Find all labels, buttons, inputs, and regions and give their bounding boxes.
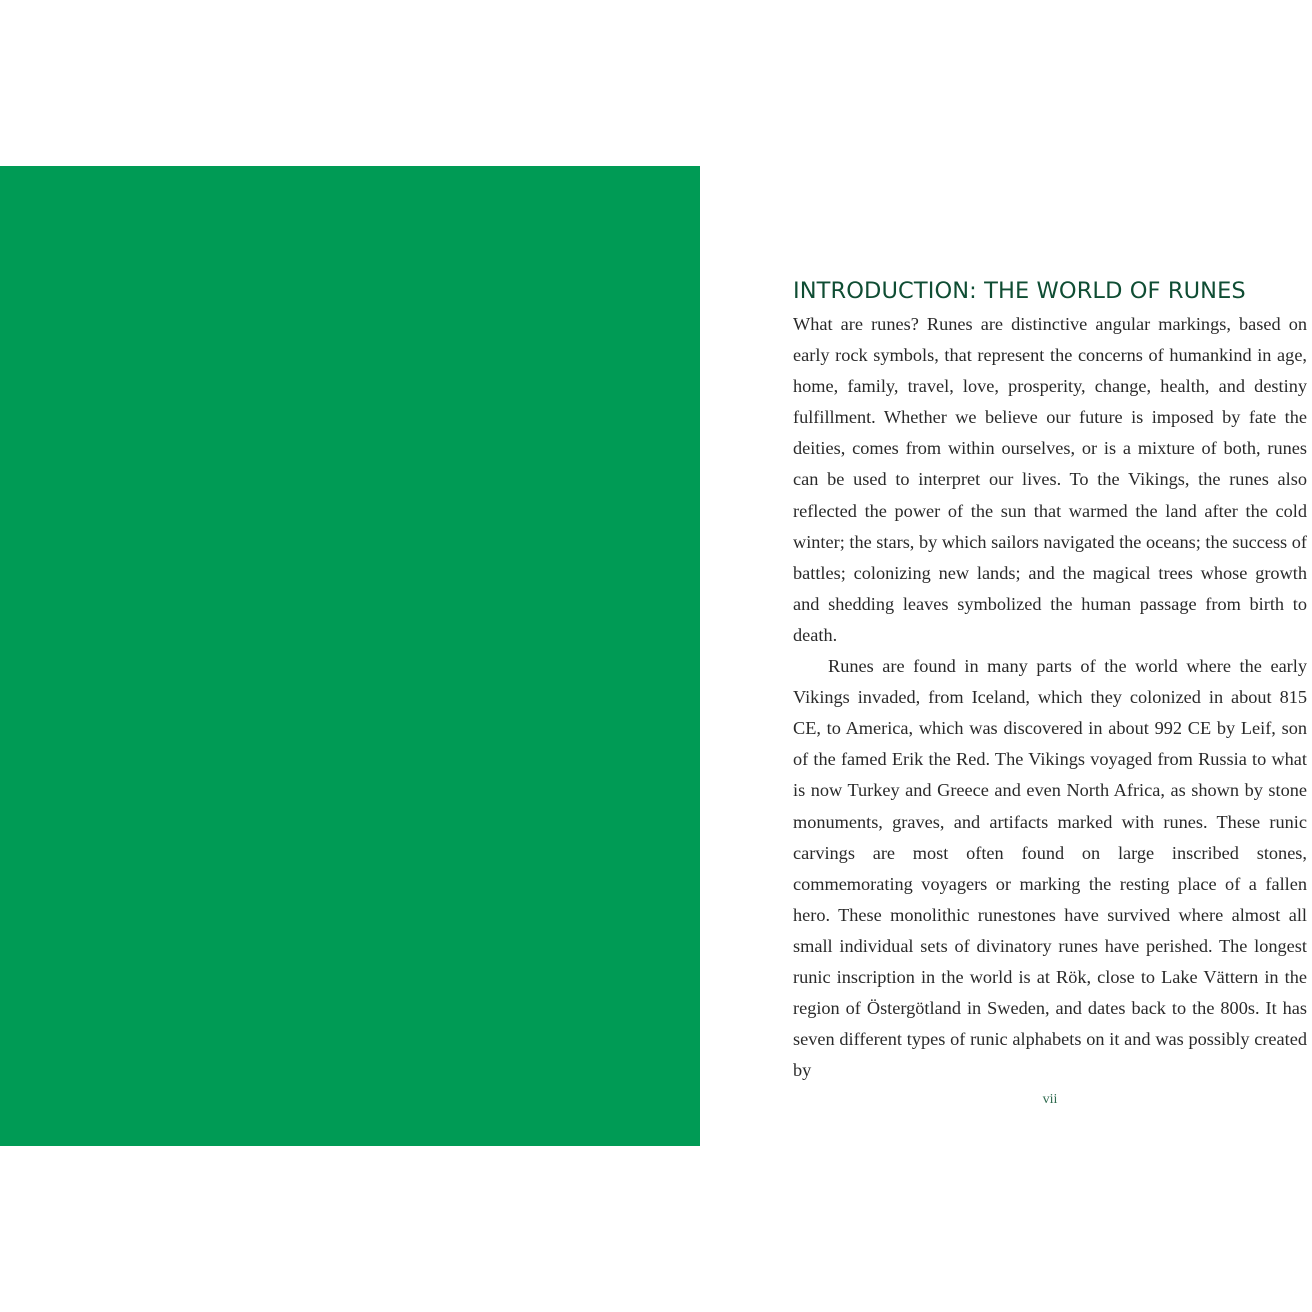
chapter-title: INTRODUCTION: THE WORLD OF RUNES xyxy=(793,278,1246,304)
page-number: vii xyxy=(1042,1092,1058,1107)
paragraph-2: Runes are found in many parts of the world where the early Vikings invaded, from Iceland, which they colonized in about 815 CE, to America, which was discovered in about 992 CE by Leif, son of the famed Erik the Red. The Vikings voyaged from Russia to what is now Turkey and Greece and even North Africa, as shown by stone monuments, graves, and artifacts marked with runes. These runic carvings are most often found on large inscribed stones, commemorating voyagers or marking the resting place of a fallen hero. These monolithic runestones have survived where almost all small individual sets of divinatory runes have perished. The longest runic inscription in the world is at Rök, close to Lake Vättern in the region of Östergötland in Sweden, and dates back to the 800s. It has seven different types of runic alphabets on it and was possibly created by xyxy=(793,656,1307,1081)
body-text xyxy=(793,309,1307,1086)
paragraph-1: What are runes? Runes are distinctive angular markings, based on early rock symbols, that represent the concerns of humankind in age, home, family, travel, love, prosperity, change, health, and destiny fulfillment. Whether we believe our future is imposed by fate the deities, comes from within ourselves, or is a mixture of both, runes can be used to interpret our lives. To the Vikings, the runes also reflected the power of the sun that warmed the land after the cold winter; the stars, by which sailors navigated the oceans; the success of battles; colonizing new lands; and the magical trees whose growth and shedding leaves symbolized the human passage from birth to death. xyxy=(793,314,1307,645)
text-page xyxy=(793,276,1307,1086)
green-color-panel xyxy=(0,166,700,1146)
